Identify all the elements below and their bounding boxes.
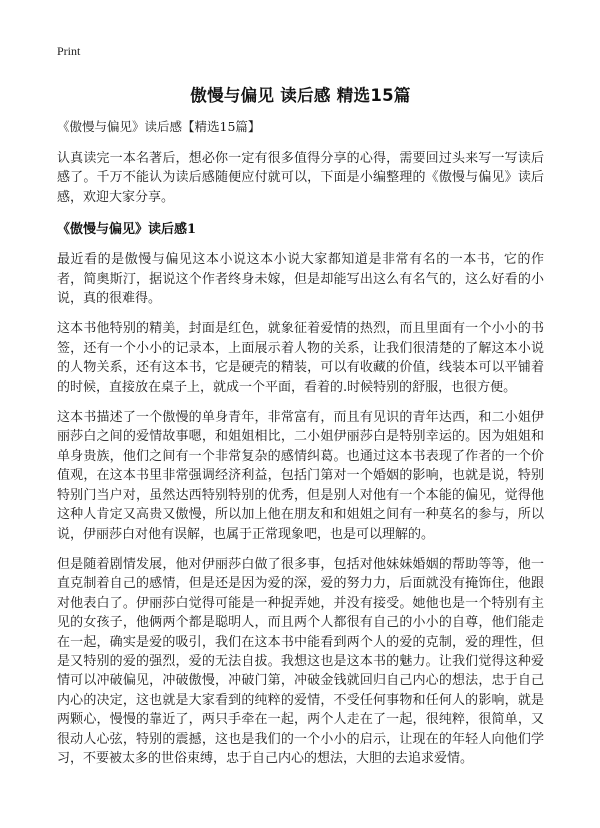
section-heading: 《傲慢与偏见》读后感1 bbox=[57, 222, 197, 238]
intro-paragraph: 认真读完一本名著后，想必你一定有很多值得分享的心得，需要回过头来写一写读后感了。千万不能认为读后感随便应付就可以，下面是小编整理的《傲慢与偏见》读后感，欢迎大家分享。 bbox=[57, 151, 544, 205]
body-paragraph-2: 这本书他特别的精美，封面是红色，就象征着爱情的热烈，而且里面有一个小小的书签，还有一个小小的记录本，上面展示着人物的关系，让我们很清楚的了解这本小说的人物关系，还有这本书，它是硬壳的精装，可以有收藏的价值，线装本可以平铺着的时候，直接放在桌子上，就成一个平面，看着的.时候特别的舒服，也很方便。 bbox=[57, 321, 544, 395]
article-subtitle: 《傲慢与偏见》读后感【精选15篇】 bbox=[57, 119, 261, 134]
body-paragraph-3: 这本书描述了一个傲慢的单身青年，非常富有，而且有见识的青年达西，和二小姐伊丽莎白之间的爱情故事嗯，和姐姐相比，二小姐伊丽莎白是特别幸运的。因为姐姐和单身贵族，他们之间有一个非常复杂的感情纠葛。也通过这本书表现了作者的一个价值观，在这本书里非常强调经济利益，包括门第对一个婚姻的影响，也就是说，特别特别门当户对，虽然达西特别特别的优秀，但是别人对他有一个本能的偏见，觉得他这种人肯定又高贵又傲慢，所以加上他在朋友和和姐姐之间有一种莫名的参与，所以说，伊丽莎白对他有误解，也属于正常现象吧，也是可以理解的。 bbox=[57, 410, 544, 542]
print-link[interactable]: Print bbox=[57, 44, 81, 58]
body-paragraph-1: 最近看的是傲慢与偏见这本小说这本小说大家都知道是非常有名的一本书，它的作者，简奥斯汀，据说这个作者终身未嫁，但是却能写出这么有名气的，这么好看的小说，真的很难得。 bbox=[57, 252, 544, 307]
body-paragraph-4: 但是随着剧情发展，他对伊丽莎白做了很多事，包括对他妹妹婚姻的帮助等等，他一直克制着自己的感情，但是还是因为爱的深，爱的努力力，后面就没有掩饰住，他跟对他表白了。伊丽莎白觉得可能是一种捉弄她，并没有接受。她他也是一个特别有主见的女孩子，他俩两个都是聪明人，而且两个人都很有自己的小小的自尊，他们能走在一起，确实是爱的吸引，我们在这本书中能看到两个人的爱的克制，爱的理性，但是又特别的爱的强烈，爱的无法自拔。我想这也是这本书的魅力。让我们觉得这种爱情可以冲破偏见，冲破傲慢，冲破门第，冲破金钱就回归自己内心的想法，忠于自己内心的决定，这也就是大家看到的纯粹的爱情，不受任何事物和任何人的影响，就是两颗心，慢慢的靠近了，两只手牵在一起，两个人走在了一起，很纯粹，很简单，又很动人心弦，特别的震撼，这也是我们的一个小小的启示，让现在的年轻人向他们学习，不要被太多的世俗束缚，忠于自己内心的想法，大胆的去追求爱情。 bbox=[57, 556, 544, 766]
page-title: 傲慢与偏见 读后感 精选15篇 bbox=[190, 86, 411, 105]
